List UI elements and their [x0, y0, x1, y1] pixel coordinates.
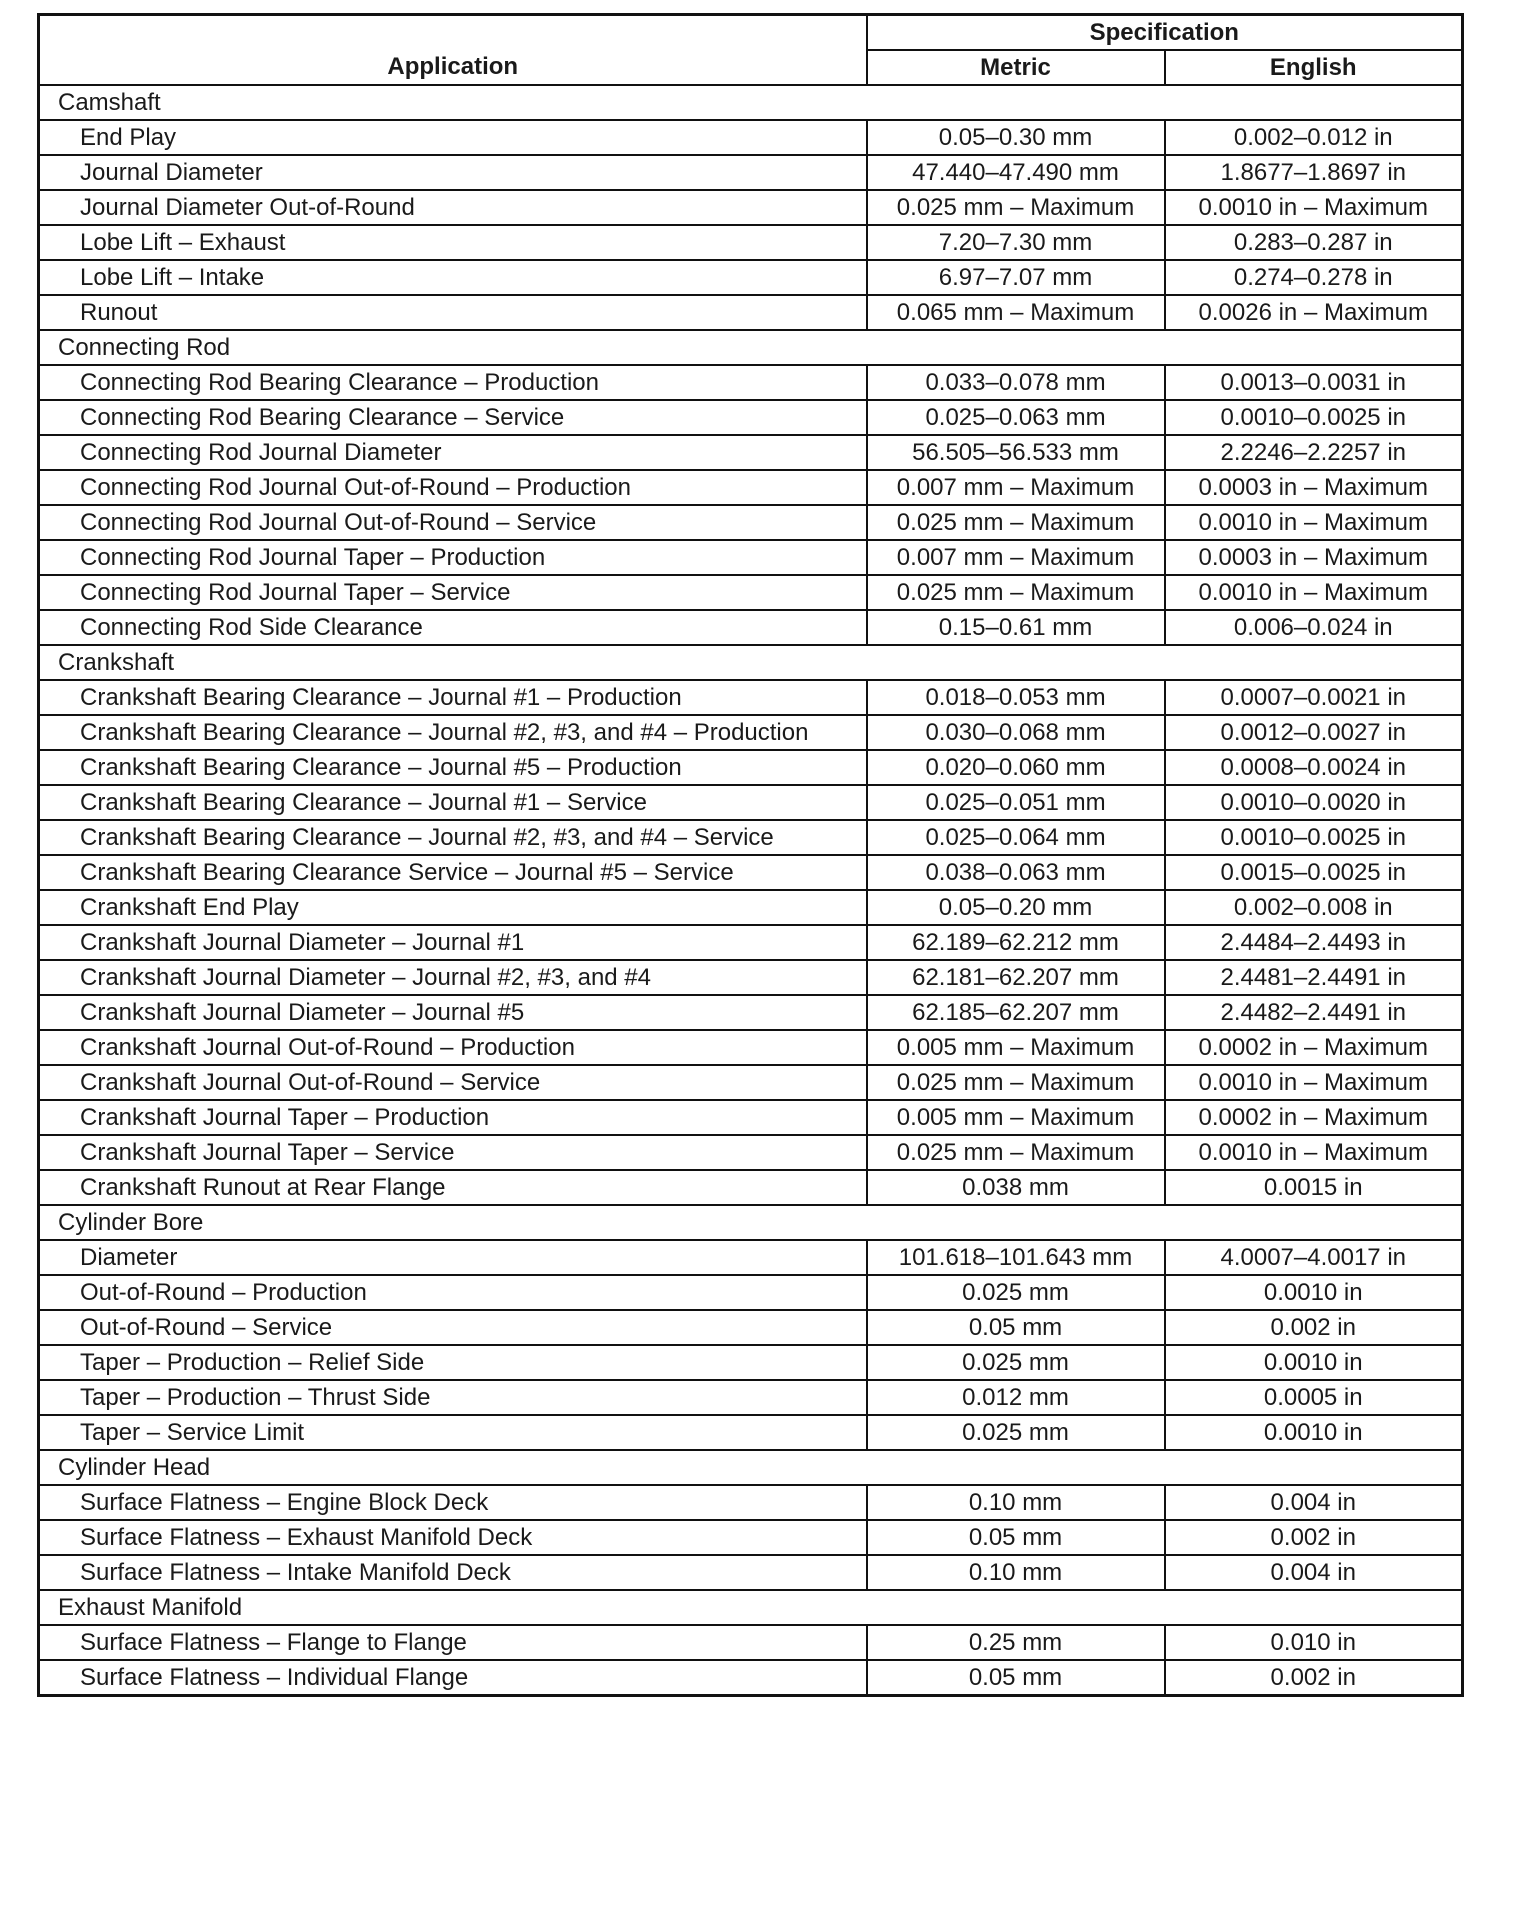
application-cell: Crankshaft Bearing Clearance – Journal #1 – Production: [39, 680, 867, 715]
metric-cell: 0.005 mm – Maximum: [867, 1100, 1165, 1135]
application-cell: Crankshaft Runout at Rear Flange: [39, 1170, 867, 1205]
application-cell: Crankshaft Journal Diameter – Journal #2, #3, and #4: [39, 960, 867, 995]
table-row: [39, 470, 1463, 505]
application-cell: Surface Flatness – Exhaust Manifold Deck: [39, 1520, 867, 1555]
metric-cell: 0.025 mm – Maximum: [867, 1065, 1165, 1100]
metric-cell: 0.065 mm – Maximum: [867, 295, 1165, 330]
application-cell: Crankshaft Journal Diameter – Journal #1: [39, 925, 867, 960]
table-row: [39, 1240, 1463, 1275]
english-cell: 1.8677–1.8697 in: [1165, 155, 1463, 190]
english-cell: 0.0010 in: [1165, 1275, 1463, 1310]
english-cell: 0.0010–0.0025 in: [1165, 820, 1463, 855]
english-cell: 0.0007–0.0021 in: [1165, 680, 1463, 715]
english-cell: 2.4482–2.4491 in: [1165, 995, 1463, 1030]
table-row: [39, 540, 1463, 575]
application-cell: Connecting Rod Journal Diameter: [39, 435, 867, 470]
table-row: [39, 750, 1463, 785]
application-cell: Diameter: [39, 1240, 867, 1275]
table-row: [39, 960, 1463, 995]
table-row: [39, 785, 1463, 820]
application-cell: Connecting Rod Side Clearance: [39, 610, 867, 645]
metric-cell: 0.025 mm: [867, 1415, 1165, 1450]
group-heading: Connecting Rod: [39, 330, 1463, 365]
table-row: [39, 505, 1463, 540]
table-row: [39, 820, 1463, 855]
metric-cell: 62.189–62.212 mm: [867, 925, 1165, 960]
application-cell: End Play: [39, 120, 867, 155]
metric-cell: 0.15–0.61 mm: [867, 610, 1165, 645]
group-heading: Cylinder Head: [39, 1450, 1463, 1485]
application-cell: Crankshaft Bearing Clearance – Journal #2, #3, and #4 – Production: [39, 715, 867, 750]
metric-cell: 0.007 mm – Maximum: [867, 540, 1165, 575]
group-row: [39, 330, 1463, 365]
table-row: [39, 890, 1463, 925]
table-row: [39, 1520, 1463, 1555]
english-cell: 0.0015–0.0025 in: [1165, 855, 1463, 890]
table-row: [39, 1275, 1463, 1310]
table-row: [39, 1170, 1463, 1205]
metric-cell: 0.007 mm – Maximum: [867, 470, 1165, 505]
english-cell: 0.0015 in: [1165, 1170, 1463, 1205]
english-cell: 2.4481–2.4491 in: [1165, 960, 1463, 995]
metric-cell: 0.25 mm: [867, 1625, 1165, 1660]
english-cell: 0.0010–0.0020 in: [1165, 785, 1463, 820]
application-cell: Connecting Rod Bearing Clearance – Production: [39, 365, 867, 400]
application-cell: Journal Diameter Out-of-Round: [39, 190, 867, 225]
table-row: [39, 925, 1463, 960]
english-cell: 0.004 in: [1165, 1555, 1463, 1590]
english-cell: 0.002 in: [1165, 1520, 1463, 1555]
english-cell: 0.0010–0.0025 in: [1165, 400, 1463, 435]
table-row: [39, 400, 1463, 435]
metric-cell: 0.05–0.30 mm: [867, 120, 1165, 155]
group-heading: Exhaust Manifold: [39, 1590, 1463, 1625]
metric-cell: 0.10 mm: [867, 1485, 1165, 1520]
english-cell: 0.010 in: [1165, 1625, 1463, 1660]
metric-cell: 0.038–0.063 mm: [867, 855, 1165, 890]
application-cell: Lobe Lift – Exhaust: [39, 225, 867, 260]
metric-cell: 0.033–0.078 mm: [867, 365, 1165, 400]
application-cell: Out-of-Round – Service: [39, 1310, 867, 1345]
application-cell: Crankshaft Bearing Clearance Service – Journal #5 – Service: [39, 855, 867, 890]
metric-cell: 0.025 mm – Maximum: [867, 190, 1165, 225]
english-cell: 0.0010 in – Maximum: [1165, 575, 1463, 610]
table-row: [39, 435, 1463, 470]
table-row: [39, 680, 1463, 715]
english-cell: 0.0010 in – Maximum: [1165, 505, 1463, 540]
metric-cell: 0.05–0.20 mm: [867, 890, 1165, 925]
table-row: [39, 1135, 1463, 1170]
application-cell: Lobe Lift – Intake: [39, 260, 867, 295]
english-cell: 0.0012–0.0027 in: [1165, 715, 1463, 750]
table-row: [39, 225, 1463, 260]
application-cell: Crankshaft Journal Taper – Service: [39, 1135, 867, 1170]
english-cell: 2.2246–2.2257 in: [1165, 435, 1463, 470]
metric-cell: 47.440–47.490 mm: [867, 155, 1165, 190]
metric-cell: 0.025 mm – Maximum: [867, 1135, 1165, 1170]
english-cell: 0.006–0.024 in: [1165, 610, 1463, 645]
application-cell: Journal Diameter: [39, 155, 867, 190]
metric-cell: 0.005 mm – Maximum: [867, 1030, 1165, 1065]
english-cell: 0.002–0.008 in: [1165, 890, 1463, 925]
metric-cell: 101.618–101.643 mm: [867, 1240, 1165, 1275]
table-row: [39, 1625, 1463, 1660]
table-row: [39, 1660, 1463, 1696]
application-cell: Out-of-Round – Production: [39, 1275, 867, 1310]
metric-cell: 0.038 mm: [867, 1170, 1165, 1205]
group-heading: Crankshaft: [39, 645, 1463, 680]
english-cell: 0.283–0.287 in: [1165, 225, 1463, 260]
english-cell: 0.0005 in: [1165, 1380, 1463, 1415]
application-cell: Taper – Production – Relief Side: [39, 1345, 867, 1380]
table-row: [39, 1415, 1463, 1450]
metric-cell: 0.025 mm: [867, 1345, 1165, 1380]
group-row: [39, 1590, 1463, 1625]
table-row: [39, 260, 1463, 295]
application-cell: Connecting Rod Journal Taper – Production: [39, 540, 867, 575]
metric-cell: 0.018–0.053 mm: [867, 680, 1165, 715]
table-row: [39, 1100, 1463, 1135]
metric-cell: 56.505–56.533 mm: [867, 435, 1165, 470]
table-row: [39, 1380, 1463, 1415]
table-row: [39, 365, 1463, 400]
metric-cell: 0.025 mm: [867, 1275, 1165, 1310]
application-cell: Surface Flatness – Engine Block Deck: [39, 1485, 867, 1520]
application-cell: Taper – Service Limit: [39, 1415, 867, 1450]
group-row: [39, 85, 1463, 120]
metric-cell: 0.025–0.064 mm: [867, 820, 1165, 855]
group-heading: Cylinder Bore: [39, 1205, 1463, 1240]
application-cell: Crankshaft Journal Out-of-Round – Production: [39, 1030, 867, 1065]
table-row: [39, 190, 1463, 225]
english-cell: 0.0010 in – Maximum: [1165, 190, 1463, 225]
metric-cell: 0.020–0.060 mm: [867, 750, 1165, 785]
application-cell: Taper – Production – Thrust Side: [39, 1380, 867, 1415]
table-row: [39, 575, 1463, 610]
application-cell: Crankshaft Journal Out-of-Round – Service: [39, 1065, 867, 1100]
english-cell: 4.0007–4.0017 in: [1165, 1240, 1463, 1275]
english-cell: 0.002–0.012 in: [1165, 120, 1463, 155]
table-row: [39, 1030, 1463, 1065]
application-cell: Connecting Rod Journal Out-of-Round – Production: [39, 470, 867, 505]
english-cell: 2.4484–2.4493 in: [1165, 925, 1463, 960]
english-cell: 0.004 in: [1165, 1485, 1463, 1520]
metric-cell: 0.025–0.051 mm: [867, 785, 1165, 820]
english-cell: 0.0008–0.0024 in: [1165, 750, 1463, 785]
application-cell: Crankshaft Journal Taper – Production: [39, 1100, 867, 1135]
table-row: [39, 1065, 1463, 1100]
application-cell: Surface Flatness – Individual Flange: [39, 1660, 867, 1696]
metric-cell: 0.025 mm – Maximum: [867, 505, 1165, 540]
application-cell: Surface Flatness – Intake Manifold Deck: [39, 1555, 867, 1590]
metric-cell: 0.012 mm: [867, 1380, 1165, 1415]
table-row: [39, 295, 1463, 330]
metric-cell: 0.05 mm: [867, 1310, 1165, 1345]
table-row: [39, 1555, 1463, 1590]
table-row: [39, 120, 1463, 155]
application-cell: Crankshaft End Play: [39, 890, 867, 925]
english-column-header: English: [1165, 50, 1463, 85]
english-cell: 0.0010 in – Maximum: [1165, 1065, 1463, 1100]
group-row: [39, 645, 1463, 680]
table-row: [39, 610, 1463, 645]
metric-cell: 0.030–0.068 mm: [867, 715, 1165, 750]
table-row: [39, 1345, 1463, 1380]
application-cell: Crankshaft Bearing Clearance – Journal #5 – Production: [39, 750, 867, 785]
english-cell: 0.0010 in: [1165, 1415, 1463, 1450]
english-cell: 0.0010 in: [1165, 1345, 1463, 1380]
table-row: [39, 995, 1463, 1030]
table-row: [39, 1310, 1463, 1345]
metric-cell: 62.181–62.207 mm: [867, 960, 1165, 995]
application-cell: Crankshaft Bearing Clearance – Journal #2, #3, and #4 – Service: [39, 820, 867, 855]
table-header: [39, 15, 1463, 86]
application-cell: Crankshaft Journal Diameter – Journal #5: [39, 995, 867, 1030]
metric-cell: 62.185–62.207 mm: [867, 995, 1165, 1030]
table-row: [39, 715, 1463, 750]
application-column-header: Application: [39, 15, 867, 86]
english-cell: 0.0002 in – Maximum: [1165, 1030, 1463, 1065]
group-row: [39, 1450, 1463, 1485]
english-cell: 0.274–0.278 in: [1165, 260, 1463, 295]
application-cell: Runout: [39, 295, 867, 330]
application-cell: Connecting Rod Bearing Clearance – Service: [39, 400, 867, 435]
application-cell: Crankshaft Bearing Clearance – Journal #1 – Service: [39, 785, 867, 820]
metric-cell: 0.025 mm – Maximum: [867, 575, 1165, 610]
specification-table: [37, 13, 1464, 1697]
metric-cell: 0.10 mm: [867, 1555, 1165, 1590]
english-cell: 0.0013–0.0031 in: [1165, 365, 1463, 400]
english-cell: 0.002 in: [1165, 1660, 1463, 1696]
table-body: [39, 85, 1463, 1696]
application-cell: Connecting Rod Journal Out-of-Round – Service: [39, 505, 867, 540]
table-row: [39, 155, 1463, 190]
english-cell: 0.0003 in – Maximum: [1165, 470, 1463, 505]
metric-cell: 0.05 mm: [867, 1660, 1165, 1696]
english-cell: 0.0010 in – Maximum: [1165, 1135, 1463, 1170]
english-cell: 0.0002 in – Maximum: [1165, 1100, 1463, 1135]
group-heading: Camshaft: [39, 85, 1463, 120]
group-row: [39, 1205, 1463, 1240]
application-cell: Surface Flatness – Flange to Flange: [39, 1625, 867, 1660]
english-cell: 0.002 in: [1165, 1310, 1463, 1345]
metric-cell: 6.97–7.07 mm: [867, 260, 1165, 295]
specification-column-header: Specification: [867, 15, 1463, 51]
metric-column-header: Metric: [867, 50, 1165, 85]
english-cell: 0.0003 in – Maximum: [1165, 540, 1463, 575]
table-row: [39, 1485, 1463, 1520]
english-cell: 0.0026 in – Maximum: [1165, 295, 1463, 330]
metric-cell: 7.20–7.30 mm: [867, 225, 1165, 260]
application-cell: Connecting Rod Journal Taper – Service: [39, 575, 867, 610]
metric-cell: 0.05 mm: [867, 1520, 1165, 1555]
table-row: [39, 855, 1463, 890]
metric-cell: 0.025–0.063 mm: [867, 400, 1165, 435]
